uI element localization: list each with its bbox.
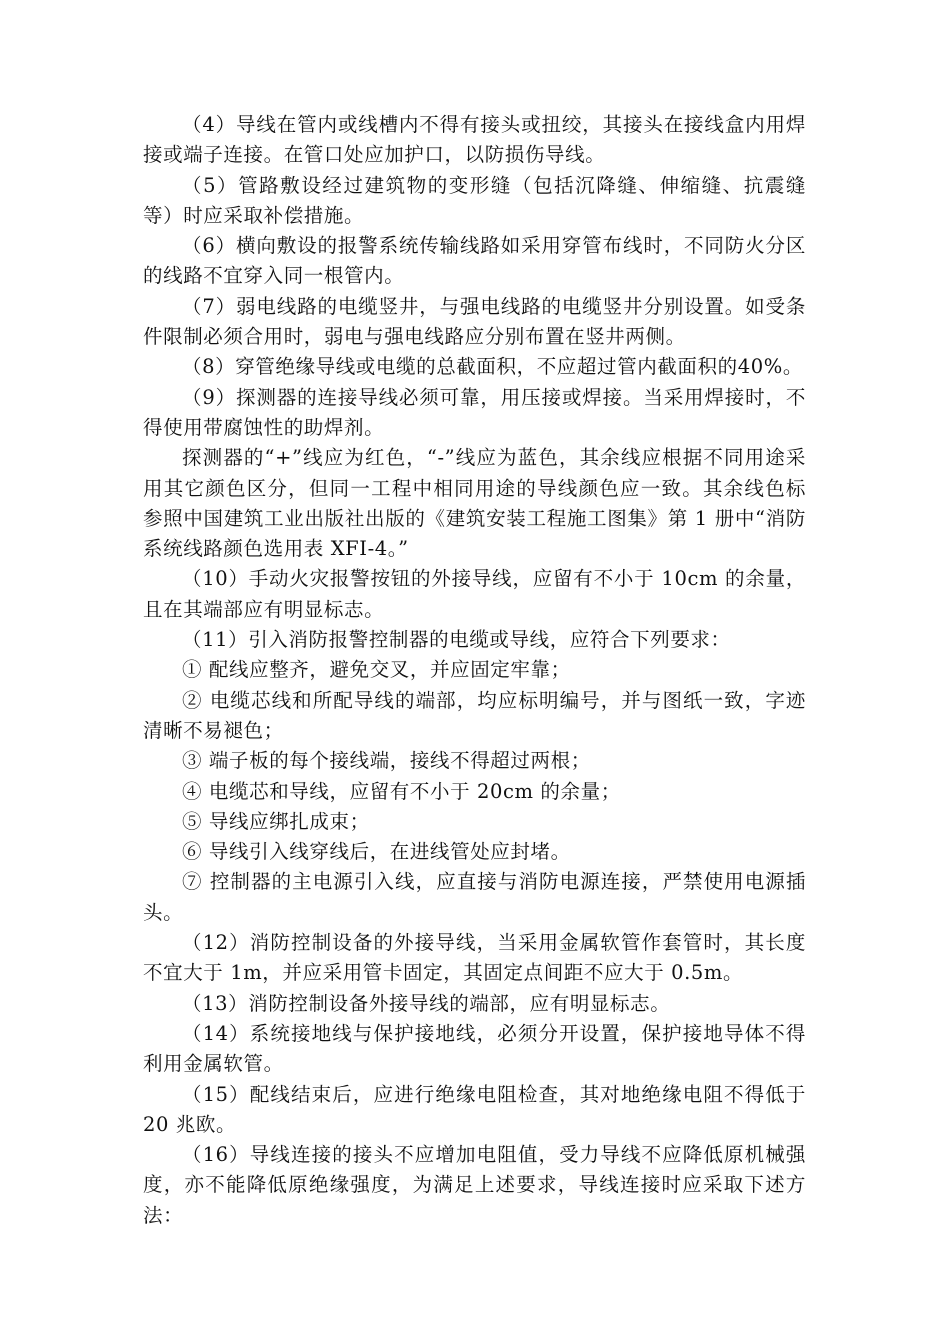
paragraph-13: （13）消防控制设备外接导线的端部，应有明显标志。 bbox=[182, 991, 671, 1015]
paragraph-14: （14）系统接地线与保护接地线，必须分开设置，保护接地导体不得利用金属软管。 bbox=[143, 1021, 806, 1076]
paragraph-9: （9）探测器的连接导线必须可靠，用压接或焊接。当采用焊接时，不得使用带腐蚀性的助焊剂。 bbox=[143, 385, 806, 439]
list-item-1: ① 配线应整齐，避免交叉，并应固定牢靠； bbox=[182, 658, 571, 682]
paragraph-7: （7）弱电线路的电缆竖井，与强电线路的电缆竖井分别设置。如受条件限制必须合用时，弱电与强电线路应分别布置在竖井两侧。 bbox=[143, 294, 806, 349]
list-item-7: ⑦ 控制器的主电源引入线，应直接与消防电源连接，严禁使用电源插头。 bbox=[143, 870, 806, 924]
paragraph-10: （10）手动火灾报警按钮的外接导线，应留有不小于 10cm 的余量，且在其端部应有明显标志。 bbox=[143, 567, 806, 621]
paragraph-8: （8）穿管绝缘导线或电缆的总截面积，不应超过管内截面积的40%。 bbox=[182, 355, 803, 379]
list-item-4: ④ 电缆芯和导线，应留有不小于 20cm 的余量； bbox=[182, 779, 621, 803]
paragraph-4: （4）导线在管内或线槽内不得有接头或扭绞，其接头在接线盒内用焊接或端子连接。在管口处应加护口，以防损伤导线。 bbox=[143, 113, 806, 167]
list-item-5: ⑤ 导线应绑扎成束； bbox=[182, 809, 370, 833]
document-body bbox=[143, 110, 806, 1231]
list-item-6: ⑥ 导线引入线穿线后，在进线管处应封堵。 bbox=[182, 840, 571, 864]
paragraph-16: （16）导线连接的接头不应增加电阻值，受力导线不应降低原机械强度，亦不能降低原绝缘强度，为满足上述要求，导线连接时应采取下述方法： bbox=[143, 1143, 806, 1227]
paragraph-12: （12）消防控制设备的外接导线，当采用金属软管作套管时，其长度不宜大于 1m，并应采用管卡固定，其固定点间距不应大于 0.5m。 bbox=[143, 931, 806, 985]
paragraph-5: （5）管路敷设经过建筑物的变形缝（包括沉降缝、伸缩缝、抗震缝等）时应采取补偿措施。 bbox=[143, 173, 806, 227]
paragraph-11: （11）引入消防报警控制器的电缆或导线，应符合下列要求： bbox=[182, 628, 731, 652]
paragraph-6: （6）横向敷设的报警系统传输线路如采用穿管布线时，不同防火分区的线路不宜穿入同一根管内。 bbox=[143, 234, 806, 288]
list-item-2: ② 电缆芯线和所配导线的端部，均应标明编号，并与图纸一致，字迹清晰不易褪色； bbox=[143, 688, 806, 742]
paragraph-detector-wire-colors: 探测器的“+”线应为红色，“-”线应为蓝色，其余线应根据不同用途采用其它颜色区分，但同一工程中相同用途的导线颜色应一致。其余线色标参照中国建筑工业出版社出版的《建筑安装工程施工图集》第 1 册中“消防系统线路颜色选用表 XFI-4。” bbox=[143, 446, 806, 561]
paragraph-15: （15）配线结束后，应进行绝缘电阻检查，其对地绝缘电阻不得低于 20 兆欧。 bbox=[143, 1082, 806, 1136]
list-item-3: ③ 端子板的每个接线端，接线不得超过两根； bbox=[182, 749, 591, 773]
